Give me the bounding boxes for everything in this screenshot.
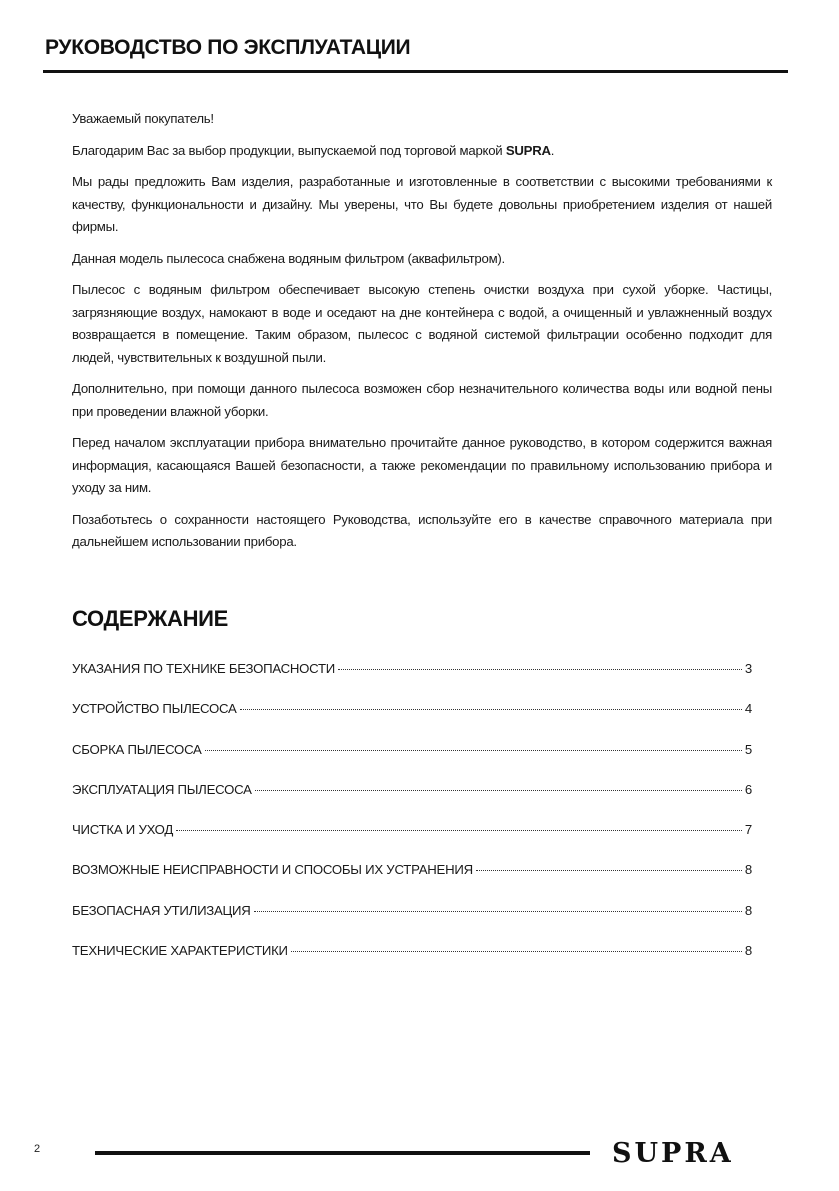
toc-item-page: 8 xyxy=(744,943,752,959)
intro-paragraph: Позаботьтесь о сохранности настоящего Руководства, используйте его в качестве справочного материала при дальнейшем использовании прибора. xyxy=(72,511,772,549)
toc-leader-dots xyxy=(291,951,742,952)
toc-item-label: ЧИСТКА И УХОД xyxy=(72,822,174,838)
toc-item[interactable] xyxy=(72,742,752,782)
toc-leader-dots xyxy=(255,790,742,791)
toc-item[interactable] xyxy=(72,822,752,862)
toc-item[interactable] xyxy=(72,701,752,741)
header-divider xyxy=(43,70,788,73)
toc-item-page: 7 xyxy=(744,822,752,838)
page-number: 2 xyxy=(34,1143,41,1155)
toc-item-label: УСТРОЙСТВО ПЫЛЕСОСА xyxy=(72,701,237,717)
toc-item[interactable] xyxy=(72,943,752,983)
toc-item-page: 5 xyxy=(744,741,752,757)
toc-item-page: 4 xyxy=(744,701,752,717)
brand-logo: SUPRA xyxy=(612,1138,734,1169)
intro-paragraph: Данная модель пылесоса снабжена водяным фильтром (аквафильтром). xyxy=(72,250,505,266)
toc-item[interactable] xyxy=(72,862,752,902)
toc-leader-dots xyxy=(476,870,742,871)
intro-paragraph: Пылесос с водяным фильтром обеспечивает высокую степень очистки воздуха при сухой уборке. Частицы, загрязняющие воздух, намокают в воде и оседают на дне контейнера с водой, а очищенный и увлажненный воздух возвращается в помещение. Таким образом, пылесос с водяной системой фильтрации особенно подходит для людей, чувствительных к воздушной пыли. xyxy=(72,282,772,365)
intro-paragraph: Мы рады предложить Вам изделия, разработанные и изготовленные в соответствии с высокими требованиями к качеству, функциональности и дизайну. Мы уверены, что Вы будете довольны приобретением изделия от нашей фирмы. xyxy=(72,174,772,234)
brand-name: SUPRA xyxy=(505,142,551,158)
toc-title: СОДЕРЖАНИЕ xyxy=(72,606,229,631)
page-title: РУКОВОДСТВО ПО ЭКСПЛУАТАЦИИ xyxy=(45,36,411,59)
toc-item-label: СБОРКА ПЫЛЕСОСА xyxy=(72,741,202,757)
table-of-contents xyxy=(72,661,752,983)
toc-item[interactable] xyxy=(72,782,752,822)
toc-item-label: ЭКСПЛУАТАЦИЯ ПЫЛЕСОСА xyxy=(72,781,252,797)
toc-item-page: 8 xyxy=(744,862,752,878)
toc-leader-dots xyxy=(205,750,742,751)
toc-item-label: УКАЗАНИЯ ПО ТЕХНИКЕ БЕЗОПАСНОСТИ xyxy=(72,661,335,676)
intro-paragraph: Уважаемый покупатель! xyxy=(72,111,214,126)
toc-item-page: 6 xyxy=(744,781,752,797)
intro-paragraph xyxy=(72,140,772,163)
toc-leader-dots xyxy=(176,830,742,831)
intro-text-span: Благодарим Вас за выбор продукции, выпускаемой под торговой маркой xyxy=(72,142,506,158)
toc-item-label: ТЕХНИЧЕСКИЕ ХАРАКТЕРИСТИКИ xyxy=(72,943,288,959)
toc-item-page: 8 xyxy=(744,902,752,918)
intro-text xyxy=(72,108,772,563)
toc-item-page: 3 xyxy=(744,661,752,676)
intro-paragraph: Дополнительно, при помощи данного пылесоса возможен сбор незначительного количества воды или водной пены при проведении влажной уборки. xyxy=(72,381,772,419)
toc-item[interactable] xyxy=(72,661,752,701)
toc-item-label: БЕЗОПАСНАЯ УТИЛИЗАЦИЯ xyxy=(72,902,251,918)
intro-paragraph: Перед началом эксплуатации прибора внимательно прочитайте данное руководство, в котором содержится важная информация, касающаяся Вашей безопасности, а также рекомендации по правильному использованию прибора и уходу за ним. xyxy=(72,435,772,495)
intro-text-span: . xyxy=(550,142,555,158)
toc-leader-dots xyxy=(240,709,742,710)
footer-divider xyxy=(95,1151,590,1155)
toc-leader-dots xyxy=(338,669,742,670)
toc-item[interactable] xyxy=(72,903,752,943)
toc-leader-dots xyxy=(254,911,742,912)
toc-item-label: ВОЗМОЖНЫЕ НЕИСПРАВНОСТИ И СПОСОБЫ ИХ УСТРАНЕНИЯ xyxy=(72,862,473,878)
